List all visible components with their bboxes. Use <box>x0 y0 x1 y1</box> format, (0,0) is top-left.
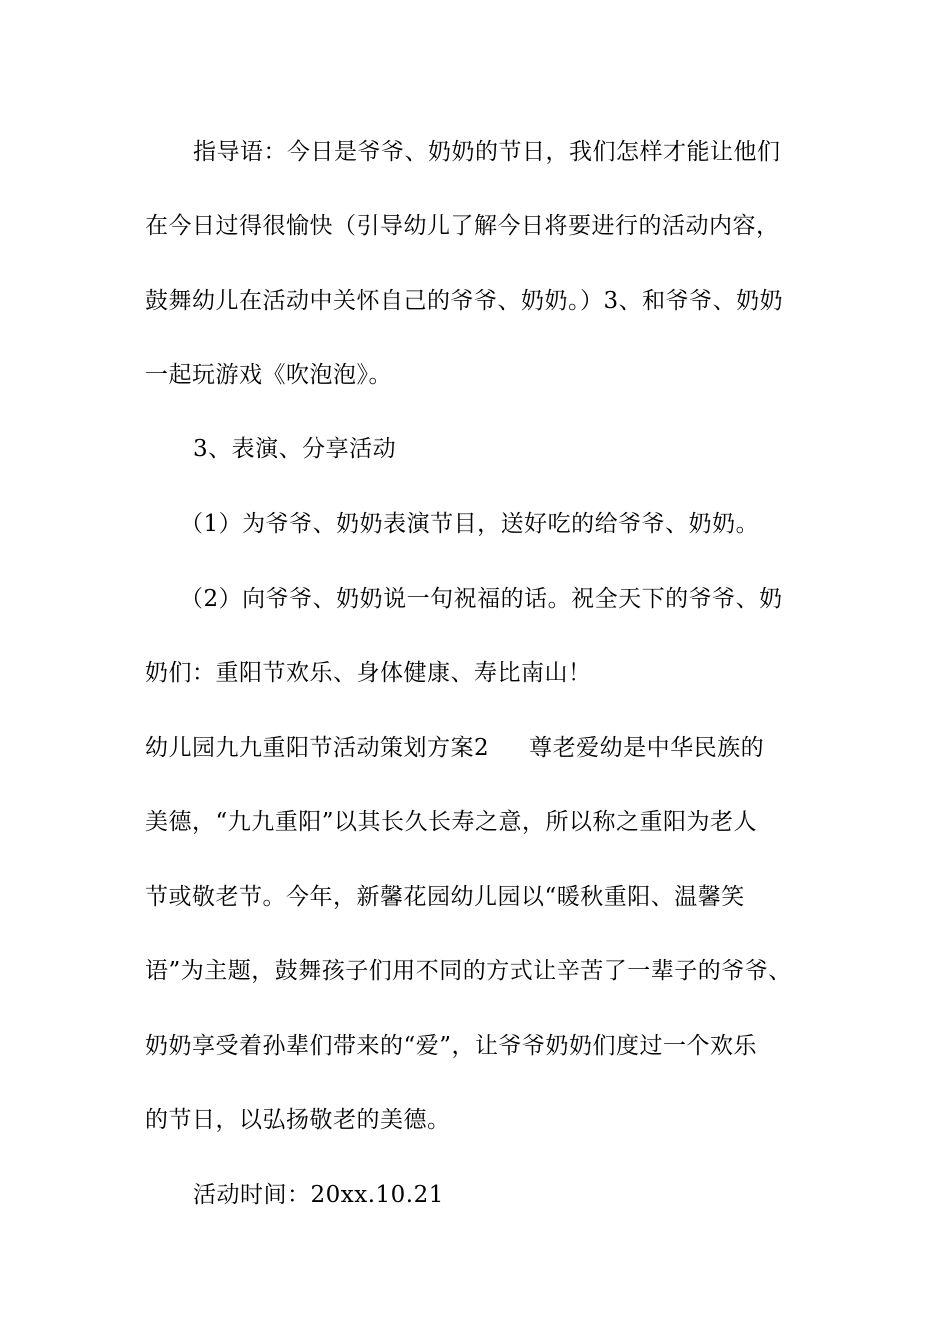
paragraph-line: 在今日过得很愉快（引导幼儿了解今日将要进行的活动内容， <box>145 213 780 239</box>
list-item: （2）向爷爷、奶奶说一句祝福的话。祝全天下的爷爷、奶 <box>180 586 783 612</box>
activity-time: 活动时间：20xx.10.21 <box>193 1182 444 1208</box>
paragraph-line: 鼓舞幼儿在活动中关怀自己的爷爷、奶奶。）3、和爷爷、奶奶 <box>145 288 784 314</box>
paragraph-line: 的节日，以弘扬敬老的美德。 <box>145 1107 451 1133</box>
paragraph-line: 指导语：今日是爷爷、奶奶的节日，我们怎样才能让他们 <box>193 139 781 165</box>
paragraph-line: 奶奶享受着孙辈们带来的“爱”，让爷爷奶奶们度过一个欢乐 <box>145 1033 758 1059</box>
paragraph-line: 节或敬老节。今年，新馨花园幼儿园以“暖秋重阳、温馨笑 <box>145 884 745 910</box>
title-line <box>145 733 764 763</box>
paragraph-line: 语”为主题，鼓舞孩子们用不同的方式让辛苦了一辈子的爷爷、 <box>145 958 792 984</box>
document-title: 幼儿园九九重阳节活动策划方案2 <box>145 735 490 761</box>
paragraph-line: 奶们：重阳节欢乐、身体健康、寿比南山！ <box>145 660 592 686</box>
paragraph-line: 一起玩游戏《吹泡泡》。 <box>145 362 392 388</box>
list-item: （1）为爷爷、奶奶表演节目，送好吃的给爷爷、奶奶。 <box>180 511 760 537</box>
section-heading: 3、表演、分享活动 <box>193 436 397 462</box>
paragraph-line: 美德，“九九重阳”以其长久长寿之意，所以称之重阳为老人 <box>145 809 758 835</box>
paragraph-start: 尊老爱幼是中华民族的 <box>529 735 765 761</box>
